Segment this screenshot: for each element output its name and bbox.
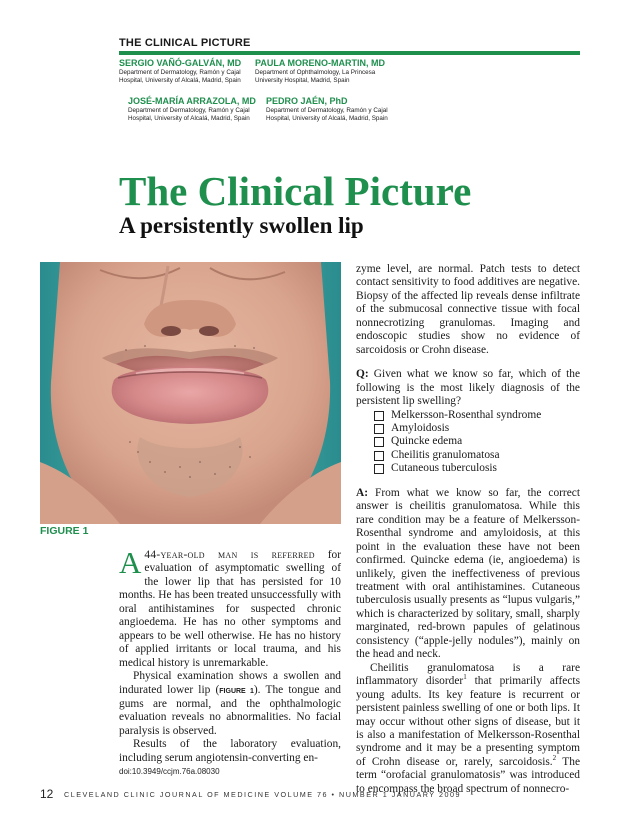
case-paragraph: Results of the laboratory evaluation, including serum angiotensin-converting en- <box>119 738 341 764</box>
lead-in: 44-year-old man is referred <box>144 549 315 561</box>
answer-paragraph <box>356 487 580 662</box>
author-affiliation: Department of Dermatology, Ramón y Cajal <box>128 107 250 114</box>
answer-text: From what we know so far, the correct answer is cheilitis granulomatosa. While this rare condition may be a feature of Melkersson-Rosenthal syndrome and amyloidosis, at this point in the evaluation these have not been confirmed. Quincke edema (ie, angioedema) is unlikely, given the ineffectiveness of previous treatment with oral antihistamines. Cutaneous tuberculosis usually presents as “lupus vulgaris,” which is characterized by solitary, small, sharply marginated, red-brown papules of gelatinous consistency (“apple-jelly nodules”), mainly on the head and neck. <box>356 486 580 661</box>
figure-caption: FIGURE 1 <box>40 525 89 537</box>
answer-label: A: <box>356 486 369 499</box>
case-paragraph: zyme level, are normal. Patch tests to detect contact sensitivity to food additives are negative. Biopsy of the affected lip reveals dense infiltrate of the submucosal connective tissue with focal nonnecrotizing granulomas. Imaging and endoscopic studies show no evidence of sarcoidosis or Crohn disease. <box>356 263 580 356</box>
page-subtitle: A persistently swollen lip <box>119 213 364 238</box>
author-affiliation: Department of Dermatology, Ramón y Cajal <box>119 69 241 76</box>
journal-info: CLEVELAND CLINIC JOURNAL OF MEDICINE VOLUME 76 • NUMBER 1 JANUARY 2009 <box>64 790 461 799</box>
author-block <box>255 58 385 86</box>
author-affiliation: Hospital, University of Alcalá, Madrid, Spain <box>128 115 250 123</box>
question-text: Given what we know so far, which of the following is the most likely diagnosis of the persistent lip swelling? <box>356 368 580 408</box>
reference-1-link[interactable]: 1 <box>463 673 467 682</box>
question-label: Q: <box>356 368 369 381</box>
option-quincke-edema: Quincke edema <box>374 435 580 448</box>
author-affiliation: Hospital, University of Alcalá, Madrid, Spain <box>119 77 241 85</box>
option-amyloidosis: Amyloidosis <box>374 422 580 435</box>
author-name: PAULA MORENO-MARTIN, MD <box>255 58 385 68</box>
figure-photo <box>40 262 341 524</box>
author-affiliation: Department of Dermatology, Ramón y Cajal <box>266 107 388 114</box>
answer-options-list <box>356 409 580 476</box>
answer-text: that primarily affects young adults. Its key feature is recurrent or persistent painless swelling of one or both lips. It may occur without other signs of disease, but it is also a manifestation of Melkersson-Rosenthal syndrome and it may be a presenting symptom of Crohn disease or, rarely, sarcoidosis. <box>356 675 581 768</box>
author-block <box>128 96 256 124</box>
drop-cap: A <box>119 545 142 580</box>
author-block <box>266 96 388 124</box>
page-footer <box>40 787 580 801</box>
answer-text: The term “orofacial granulomatosis” was introduced to encompass the broad spectrum of nonnecro- <box>356 755 580 795</box>
case-text: Physical examination shows a swollen and indurated lower lip ( <box>119 670 341 696</box>
page-number: 12 <box>40 787 54 801</box>
author-affiliation: University Hospital, Madrid, Spain <box>255 77 350 85</box>
section-label: THE CLINICAL PICTURE <box>119 37 251 49</box>
author-block <box>119 58 241 86</box>
author-affiliation: Hospital, University of Alcalá, Madrid, Spain <box>266 115 388 123</box>
author-name: PEDRO JAÉN, PhD <box>266 96 348 106</box>
case-paragraph <box>119 545 341 670</box>
reference-2-link[interactable]: 2 <box>552 754 557 763</box>
figure-reference-link[interactable]: FIGURE 1 <box>219 687 254 695</box>
header-rule <box>119 51 580 55</box>
option-melkersson-rosenthal: Melkersson-Rosenthal syndrome <box>374 409 580 422</box>
case-paragraph <box>119 670 341 738</box>
author-name: JOSÉ-MARÍA ARRAZOLA, MD <box>128 96 256 106</box>
author-affiliation: Department of Ophthalmology, La Princesa <box>255 69 376 76</box>
question-paragraph <box>356 368 580 408</box>
patient-face-image <box>40 262 341 524</box>
option-cutaneous-tuberculosis: Cutaneous tuberculosis <box>374 462 580 475</box>
left-text-column <box>119 545 341 765</box>
page-title: The Clinical Picture <box>119 168 472 214</box>
right-text-column <box>356 263 580 796</box>
doi-link[interactable]: doi:10.3949/ccjm.76a.08030 <box>119 767 220 776</box>
answer-text: Cheilitis granulomatosa is a rare inflammatory disorder <box>356 661 580 688</box>
case-text: for evaluation of asymptomatic swelling of the lower lip that has persisted for 10 months. He has been treated unsuccessfully with oral antihistamines for suspected chronic angioedema. He has no other symptoms and appears to be well otherwise. He has no history of applied irritants or local trauma, and his medical history is unremarkable. <box>119 549 341 669</box>
case-text: ). The tongue and gums are normal, and the ophthalmologic evaluation reveals no abnormalities. No facial paralysis is observed. <box>119 683 341 737</box>
option-cheilitis-granulomatosa: Cheilitis granulomatosa <box>374 449 580 462</box>
answer-paragraph <box>356 662 580 797</box>
author-name: SERGIO VAÑÓ-GALVÁN, MD <box>119 58 242 68</box>
